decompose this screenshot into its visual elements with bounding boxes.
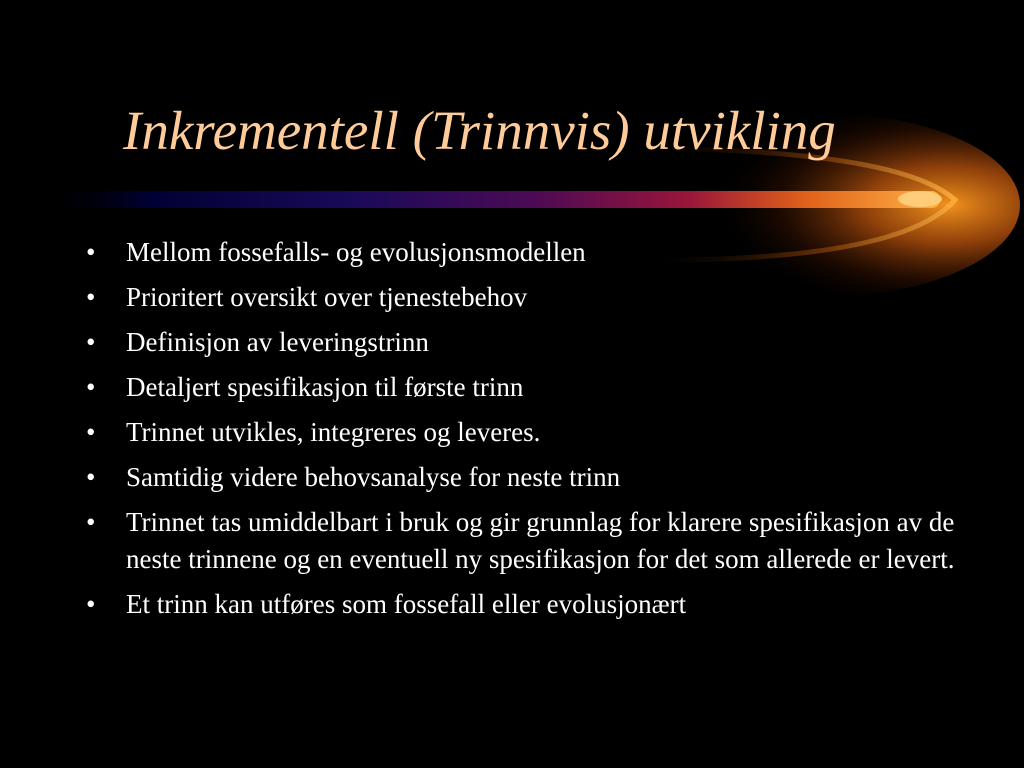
- bullet-marker: •: [86, 589, 96, 619]
- bullet-item: [86, 586, 986, 623]
- bullet-text: Et trinn kan utføres som fossefall eller evolusjonært: [126, 589, 687, 619]
- bullet-list: [86, 234, 986, 631]
- beam-tip: [898, 191, 942, 207]
- bullet-item: [86, 504, 986, 578]
- bullet-text: Trinnet utvikles, integreres og leveres.: [126, 417, 541, 447]
- bullet-marker: •: [86, 462, 96, 492]
- bullet-text: Definisjon av leveringstrinn: [126, 327, 429, 357]
- bullet-item: [86, 459, 986, 496]
- beam-bar: [40, 191, 940, 208]
- bullet-text: Mellom fossefalls- og evolusjonsmodellen: [126, 237, 586, 267]
- bullet-text: Detaljert spesifikasjon til første trinn: [126, 372, 524, 402]
- bullet-marker: •: [86, 507, 96, 537]
- bullet-marker: •: [86, 327, 96, 357]
- bullet-item: [86, 414, 986, 451]
- slide-title: Inkrementell (Trinnvis) utvikling: [123, 100, 836, 161]
- bullet-text: Samtidig videre behovsanalyse for neste trinn: [126, 462, 621, 492]
- bullet-item: [86, 324, 986, 361]
- bullet-marker: •: [86, 237, 96, 267]
- bullet-item: [86, 234, 986, 271]
- bullet-item: [86, 279, 986, 316]
- bullet-text: Prioritert oversikt over tjenestebehov: [126, 282, 528, 312]
- bullet-marker: •: [86, 417, 96, 447]
- bullet-text: Trinnet tas umiddelbart i bruk og gir grunnlag for klarere spesifikasjon av de neste trinnene og en eventuell ny spesifikasjon for det som allerede er levert.: [126, 507, 955, 574]
- bullet-marker: •: [86, 372, 96, 402]
- bullet-item: [86, 369, 986, 406]
- bullet-marker: •: [86, 282, 96, 312]
